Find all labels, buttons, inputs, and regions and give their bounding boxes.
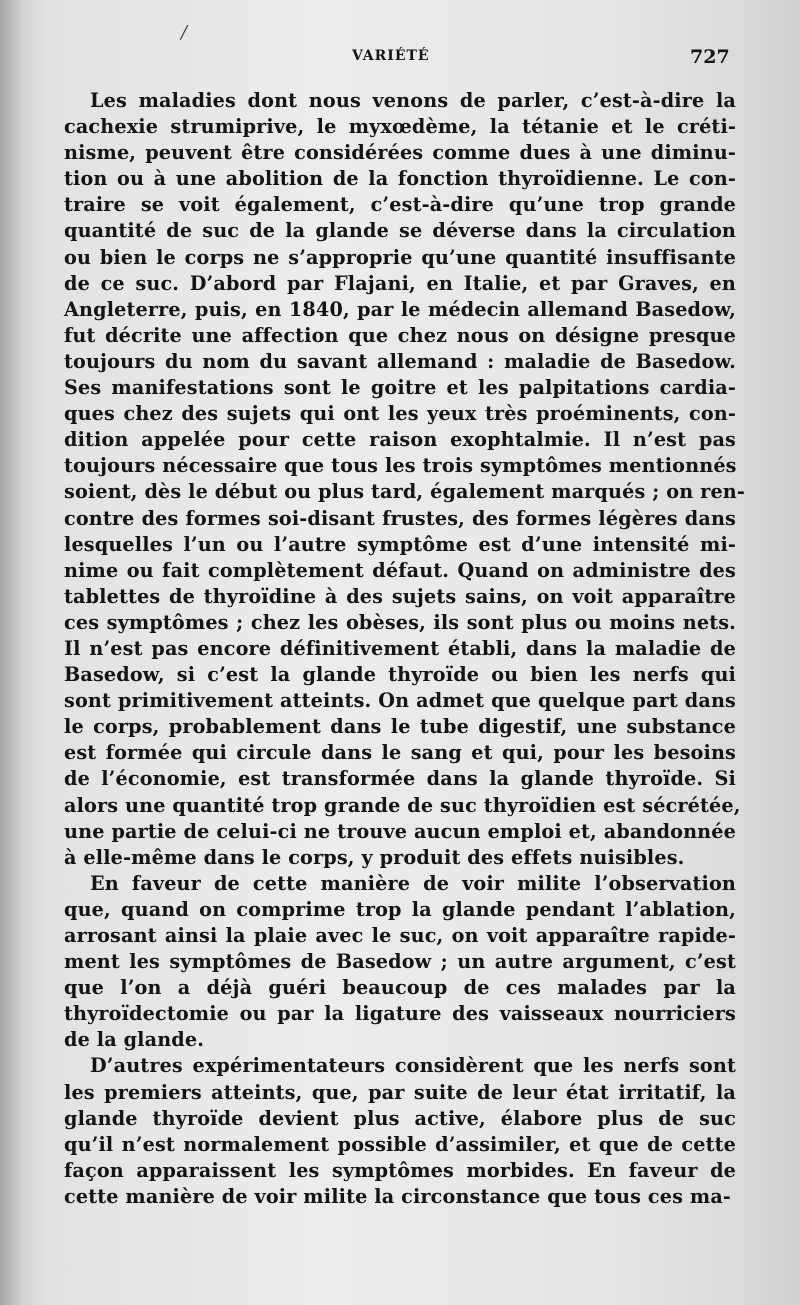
text-line: Basedow, si c’est la glande thyroïde ou bien les nerfs qui — [64, 663, 736, 687]
text-line: de l’économie, est transformée dans la glande thyroïde. Si — [64, 767, 736, 791]
text-line: les premiers atteints, que, par suite de leur état irritatif, la — [64, 1080, 736, 1104]
text-line: arrosant ainsi la plaie avec le suc, on voit apparaître rapide- — [64, 924, 736, 947]
text-line: nime ou fait complètement défaut. Quand on administre des — [64, 558, 736, 582]
text-line: dition appelée pour cette raison exophtalmie. Il n’est pas — [64, 428, 736, 452]
text-line: cette manière de voir milite la circonstance que tous ces ma- — [64, 1184, 732, 1208]
text-line: traire se voit également, c’est-à-dire qu’une trop grande — [64, 193, 736, 217]
running-head-title: VARIÉTÉ — [352, 48, 430, 64]
text-line: de la glande. — [64, 1028, 205, 1052]
text-line: tablettes de thyroïdine à des sujets sains, on voit apparaître — [64, 584, 736, 608]
text-line: quantité de suc de la glande se déverse dans la circulation — [64, 219, 736, 243]
text-line: lesquelles l’un ou l’autre symptôme est d’une intensité mi- — [64, 532, 736, 556]
text-line: que l’on a déjà guéri beaucoup de ces malades par la — [64, 976, 736, 1000]
spine-shadow — [0, 0, 24, 1305]
text-line: façon apparaissent les symptômes morbides. En faveur de — [64, 1158, 736, 1182]
text-line: Ses manifestations sont le goitre et les palpitations cardia- — [64, 376, 736, 400]
text-line: Les maladies dont nous venons de parler, c’est-à-dire la — [90, 89, 736, 112]
text-line: cachexie strumiprive, le myxœdème, la tétanie et le créti- — [64, 115, 736, 139]
margin-mark: / — [181, 22, 188, 43]
text-line: Angleterre, puis, en 1840, par le médecin allemand Basedow, — [64, 297, 736, 321]
text-line: une partie de celui-ci ne trouve aucun emploi et, abandonnée — [64, 819, 736, 843]
text-line: contre des formes soi-disant frustes, des formes légères dans — [64, 506, 736, 530]
text-line: que, quand on comprime trop la glande pendant l’ablation, — [64, 897, 736, 921]
text-line: est formée qui circule dans le sang et qui, pour les besoins — [64, 741, 736, 765]
text-line: D’autres expérimentateurs considèrent que les nerfs sont — [90, 1054, 736, 1078]
text-line: toujours du nom du savant allemand : maladie de Basedow. — [64, 349, 736, 373]
page-number: 727 — [690, 46, 730, 68]
text-line: sont primitivement atteints. On admet que quelque part dans — [64, 689, 736, 713]
text-line: ces symptômes ; chez les obèses, ils sont plus ou moins nets. — [64, 610, 736, 634]
text-line: à elle-même dans le corps, y produit des effets nuisibles. — [64, 845, 685, 869]
text-line: thyroïdectomie ou par la ligature des vaisseaux nourriciers — [64, 1002, 736, 1026]
text-line: ment les symptômes de Basedow ; un autre argument, c’est — [64, 950, 736, 974]
text-line: fut décrite une affection que chez nous on désigne presque — [64, 323, 736, 347]
text-line: de ce suc. D’abord par Flajani, en Italie, et par Graves, en — [64, 271, 736, 295]
text-line: tion ou à une abolition de la fonction thyroïdienne. Le con- — [64, 167, 736, 191]
body-text — [64, 88, 746, 1210]
text-line: qu’il n’est normalement possible d’assimiler, et que de cette — [64, 1132, 736, 1156]
text-line: En faveur de cette manière de voir milite l’observation — [90, 871, 736, 895]
running-head — [0, 46, 800, 70]
text-line: ques chez des sujets qui ont les yeux très proéminents, con- — [64, 402, 736, 426]
text-line: le corps, probablement dans le tube digestif, une substance — [64, 715, 736, 739]
text-line: soient, dès le début ou plus tard, également marqués ; on ren- — [64, 480, 746, 504]
text-line: glande thyroïde devient plus active, élabore plus de suc — [64, 1106, 736, 1130]
text-line: toujours nécessaire que tous les trois symptômes mentionnés — [64, 454, 737, 478]
text-line: nisme, peuvent être considérées comme dues à une diminu- — [64, 141, 736, 165]
text-line: ou bien le corps ne s’approprie qu’une quantité insuffisante — [64, 245, 736, 269]
text-line: Il n’est pas encore définitivement établi, dans la maladie de — [64, 636, 736, 660]
text-line: alors une quantité trop grande de suc thyroïdien est sécrétée, — [64, 793, 741, 817]
